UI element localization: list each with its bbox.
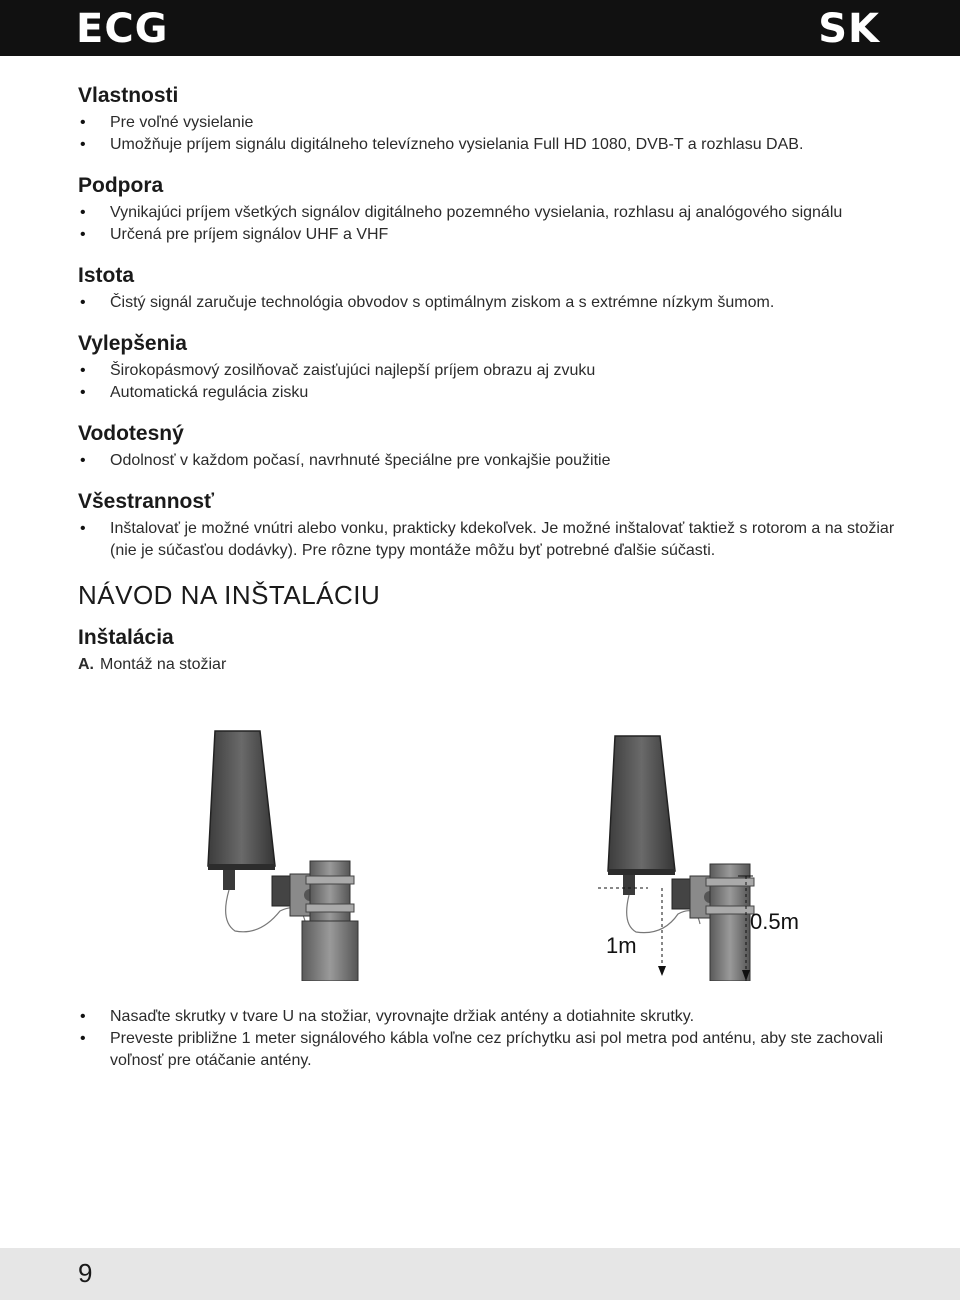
bullet-icon: • [80,384,86,401]
bullet-icon: • [80,1030,86,1047]
step-text: Montáž na stožiar [100,656,227,673]
list-vlastnosti [78,112,898,156]
antenna-measurement-figure [578,726,958,981]
list-item [78,1006,898,1028]
list-item [78,360,898,382]
list-podpora [78,202,898,246]
list-istota [78,292,898,314]
list-vodotesny [78,450,898,472]
list-item-text: Určená pre príjem signálov UHF a VHF [110,226,389,243]
list-item-text: Pre voľné vysielanie [110,114,254,131]
section-title-vsestrannost: Všestrannosť [78,490,215,513]
list-item [78,202,898,224]
list-item-text: Preveste približne 1 meter signálového kábla voľne cez príchytku asi pol metra pod anténu, aby ste zachovali voľnosť pre otáčanie antény. [110,1030,884,1069]
section-title-podpora: Podpora [78,174,164,197]
bullet-icon: • [80,520,86,537]
bullet-icon: • [80,452,86,469]
installation-figures [0,726,960,981]
list-install [78,1006,898,1072]
section-title-vlastnosti: Vlastnosti [78,84,179,107]
list-item [78,112,898,134]
install-step [78,654,898,676]
step-letter: A. [78,656,94,673]
list-item-text: Odolnosť v každom počasí, navrhnuté špeciálne pre vonkajšie použitie [110,452,611,469]
list-item [78,224,898,246]
list-item-text: Automatická regulácia zisku [110,384,309,401]
list-item [78,518,898,562]
antenna-mast-figure [190,726,570,981]
list-item-text: Vynikajúci príjem všetkých signálov digitálneho pozemného vysielania, rozhlasu aj analógového signálu [110,204,843,221]
footer-bar [0,1248,960,1300]
list-item-text: Čistý signál zaručuje technológia obvodov s optimálnym ziskom a s extrémne nízkym šumom. [110,294,775,311]
section-title-istota: Istota [78,264,135,287]
install-heading: NÁVOD NA INŠTALÁCIU [78,580,381,610]
language-code: SK [818,6,880,52]
bullet-icon: • [80,204,86,221]
list-item [78,1028,898,1072]
section-title-vylepsenia: Vylepšenia [78,332,187,355]
section-title-vodotesny: Vodotesný [78,422,184,445]
brand-logo: ECG [76,6,169,52]
bullet-icon: • [80,294,86,311]
bullet-icon: • [80,362,86,379]
list-item [78,292,898,314]
installation-instructions [78,1004,898,1072]
bullet-icon: • [80,136,86,153]
list-item-text: Umožňuje príjem signálu digitálneho televízneho vysielania Full HD 1080, DVB-T a rozhlasu DAB. [110,136,804,153]
header-bar [0,0,960,56]
list-item-text: Širokopásmový zosilňovač zaisťujúci najlepší príjem obrazu aj zvuku [110,362,596,379]
main-content [78,82,898,676]
list-vylepsenia [78,360,898,404]
half-meter-label: 0.5m [750,909,799,934]
list-item-text: Nasaďte skrutky v tvare U na stožiar, vyrovnajte držiak antény a dotiahnite skrutky. [110,1008,695,1025]
bullet-icon: • [80,114,86,131]
list-item-text: Inštalovať je možné vnútri alebo vonku, prakticky kdekoľvek. Je možné inštalovať taktiež s rotorom a na stožiar (nie je súčasťou dodávky). Pre rôzne typy montáže môžu byť potrebné ďalšie súčasti. [110,520,895,559]
list-item [78,450,898,472]
antenna-body [608,736,675,871]
antenna-body [208,731,275,866]
list-item [78,134,898,156]
list-vsestrannost [78,518,898,562]
bullet-icon: • [80,226,86,243]
bullet-icon: • [80,1008,86,1025]
page-number: 9 [78,1258,93,1288]
one-meter-label: 1m [606,933,637,958]
list-item [78,382,898,404]
install-subheading: Inštalácia [78,626,174,649]
